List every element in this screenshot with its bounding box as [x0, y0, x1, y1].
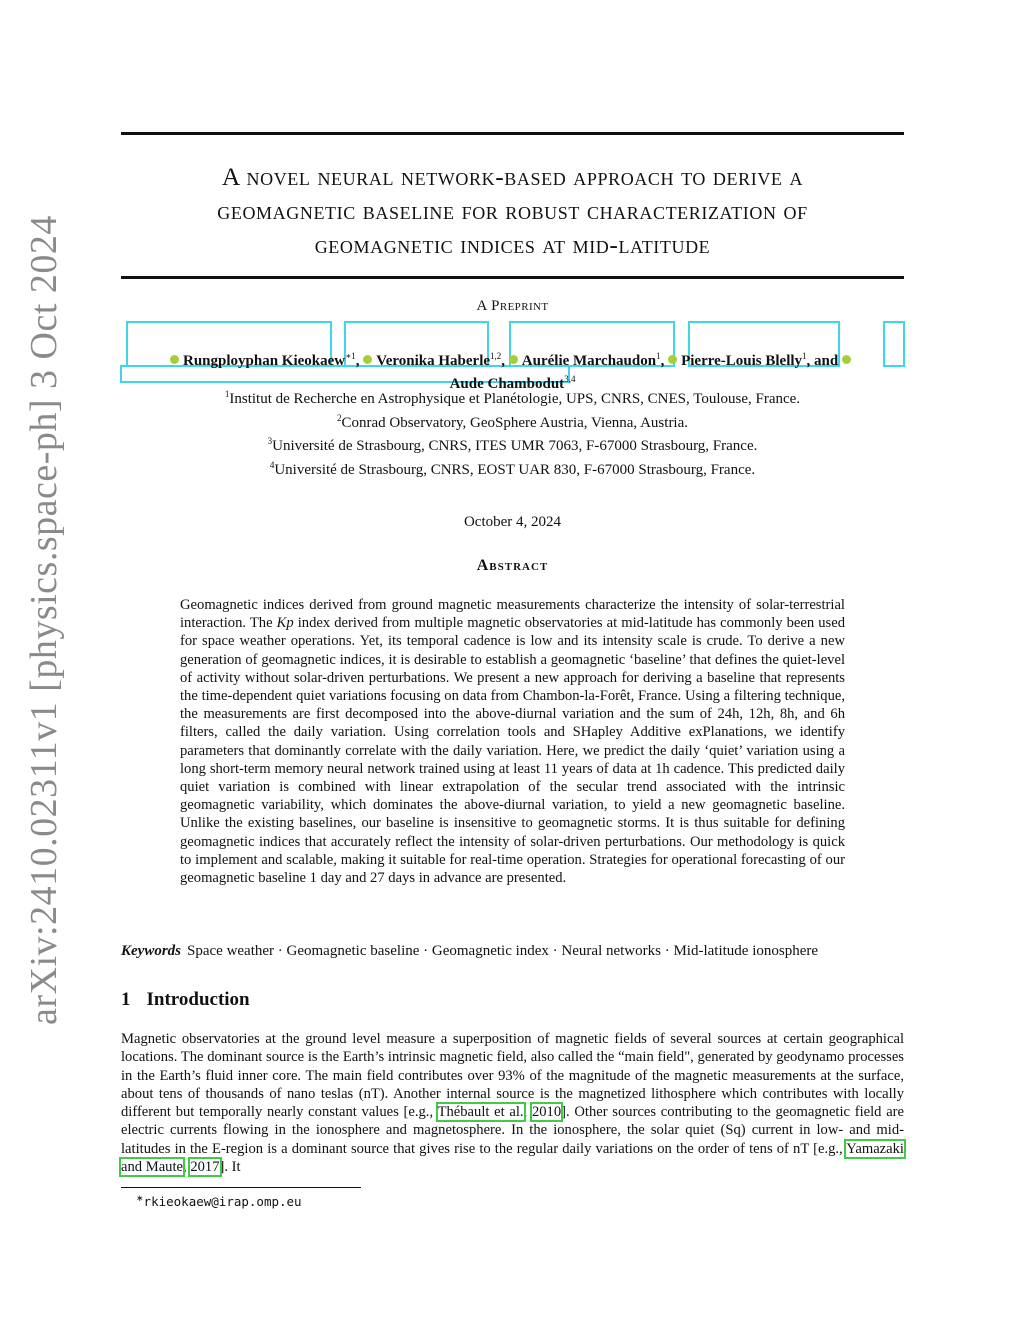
author-name: Pierre-Louis Blelly [681, 353, 803, 369]
kp-index-term: Kp [276, 615, 294, 632]
abstract-body [180, 596, 845, 887]
affiliation-4 [121, 456, 904, 480]
title-line-2: geomagnetic baseline for robust characterization of [217, 196, 808, 225]
citation-link-yamazaki[interactable]: Yamazaki and Maute [121, 1140, 904, 1176]
affiliation-list [121, 385, 904, 479]
keywords-label: Keywords [121, 943, 181, 959]
abstract-text: Geomagnetic indices derived from ground magnetic measurements characterize the intensity of solar-terrestrial interaction. The [180, 597, 845, 632]
paper-title [121, 160, 904, 262]
author-sup: 1,2 [490, 351, 502, 361]
title-top-rule [121, 132, 904, 135]
affiliation-sup: 2 [336, 412, 342, 423]
author-3[interactable] [509, 353, 661, 369]
publication-date: October 4, 2024 [463, 514, 562, 530]
author-2[interactable] [363, 353, 501, 369]
keywords [121, 943, 904, 960]
citation-link-thebault[interactable]: Thébault et al. [437, 1104, 524, 1121]
affiliation-sup: 3 [267, 436, 273, 446]
author-sup: 3,4 [564, 374, 576, 384]
title-bottom-rule [121, 276, 904, 279]
citation-separator: , [523, 1104, 532, 1121]
body-text: ]. It [219, 1159, 241, 1176]
body-text: Magnetic observatories at the ground level measure a superposition of magnetic fields of several sources at certain geographical locations. The dominant source is the Earth’s intrinsic magnetic field, also called the “main field", generated by geodynamo processes in the Earth’s fluid inner core. The main field contributes over 93% of the magnitude of the magnetic measurements at the surface, about tens of thousands of nano teslas (nT). Another internal source is the magnetized lithosphere which contributes with locally different but temporally nearly constant values [e.g., [121, 1031, 904, 1121]
section-title: Introduction [146, 989, 250, 1010]
affiliation-sup: 1 [224, 389, 230, 399]
footnote-rule [121, 1187, 361, 1188]
affiliation-2 [121, 409, 904, 433]
citation-year-link-2010[interactable]: 2010 [531, 1104, 562, 1121]
author-name: Aude Chambodut [449, 376, 565, 392]
citation-separator: , [183, 1159, 191, 1176]
affiliation-text: Université de Strasbourg, CNRS, ITES UMR 7063, F-67000 Strasbourg, France. [272, 438, 758, 454]
author-sup: 1 [802, 351, 807, 361]
corresponding-email[interactable]: rkieokaew@irap.omp.eu [143, 1194, 302, 1210]
affiliation-text: Institut de Recherche en Astrophysique et Planétologie, UPS, CNRS, CNES, Toulouse, France. [229, 391, 801, 407]
orcid-icon [842, 355, 851, 364]
abstract-heading: Abstract [476, 557, 549, 574]
author-list: Rungployphan Kieokaew$^{∗1}$, Veronika Haberle$^{1,2}$, Aurélie Marchaudon$^1$, Pierre-Louis Blelly$^1$, and Aude Chambodut$^{3,4}$ [121, 347, 904, 393]
affiliation-sup: 4 [269, 459, 275, 470]
intro-paragraph [121, 1030, 904, 1176]
orcid-icon [170, 355, 179, 364]
body-text: ]. Other sources contributing to the geomagnetic field are electric currents flowing in the ionosphere and magnetosphere. In the ionosphere, the solar quiet (Sq) current in low- and mid-latitudes in the E-region is a dominant source that gives rise to the regular daily variations on the order of tens of nT [e.g., [121, 1104, 905, 1157]
arxiv-identifier: arXiv:2410.02311v1 [physics.space-ph] 3 Oct 2024 [23, 215, 65, 1025]
orcid-icon [668, 355, 677, 364]
affiliation-text: Conrad Observatory, GeoSphere Austria, Vienna, Austria. [341, 414, 689, 431]
author-conjunction: , and [806, 353, 839, 369]
author-4[interactable] [668, 353, 806, 369]
abstract-text: index derived from multiple magnetic observatories at mid-latitude has commonly been used for space weather operations. Yet, its temporal cadence is low and its intensity scale is crude. To derive a new generation of geomagnetic indices, it is desirable to establish a geomagnetic ‘baseline’ that defines the quiet-level of activity without solar-driven perturbations. We present a new approach for deriving a baseline that represents the time-dependent quiet variations focusing on data from Chambon-la-Forêt, France. Using a filtering technique, the measurements are first decomposed into the above-diurnal variation and the sum of 24h, 12h, 8h, and 6h filters, called the daily variation. Using correlation tools and SHapley Additive exPlanations, we identify parameters that dominantly correlate with the daily variation. Here, we predict the daily ‘quiet’ variation using a long short-term memory neural network trained using at least 11 years of data at 1h cadence. This predicted daily quiet variation is combined with linear extrapolation of the secular trend associated with the intrinsic geomagnetic variability, which dominates the above-diurnal variation, to yield a new geomagnetic baseline. Unlike the existing baselines, our baseline is insensitive to geomagnetic storms. It is thus suitable for defining geomagnetic indices that accurately reflect the intensity of solar-driven perturbations. Our methodology is quick to implement and scalable, making it suitable for real-time operation. Strategies for operational forecasting of our geomagnetic baseline 1 day and 27 days in advance are presented. [180, 615, 845, 887]
title-line-1: A novel neural network-based approach to derive a [221, 162, 804, 191]
footnote-mark: ∗ [136, 1193, 144, 1203]
author-name: Aurélie Marchaudon [521, 353, 657, 369]
citation-year-link-2017[interactable]: 2017 [190, 1159, 220, 1176]
orcid-icon [509, 355, 518, 364]
author-name: Rungployphan Kieokaew [183, 353, 346, 369]
section-number: 1 [121, 989, 131, 1010]
author-name: Veronika Haberle [376, 353, 491, 369]
preprint-label: A Preprint [476, 298, 549, 314]
author-sup: 1 [656, 351, 661, 361]
affiliation-1 [121, 385, 904, 409]
affiliation-text: Université de Strasbourg, CNRS, EOST UAR 830, F-67000 Strasbourg, France. [274, 461, 756, 478]
keywords-text: Space weather · Geomagnetic baseline · Geomagnetic index · Neural networks · Mid-latitude ionosphere [187, 943, 819, 959]
author-sup: ∗1 [345, 351, 356, 361]
orcid-icon [363, 355, 372, 364]
footnote [136, 1193, 302, 1209]
author-1[interactable] [170, 353, 356, 369]
affiliation-3 [121, 432, 904, 456]
section-heading [121, 989, 250, 1011]
title-line-3: geomagnetic indices at mid-latitude [314, 230, 711, 259]
